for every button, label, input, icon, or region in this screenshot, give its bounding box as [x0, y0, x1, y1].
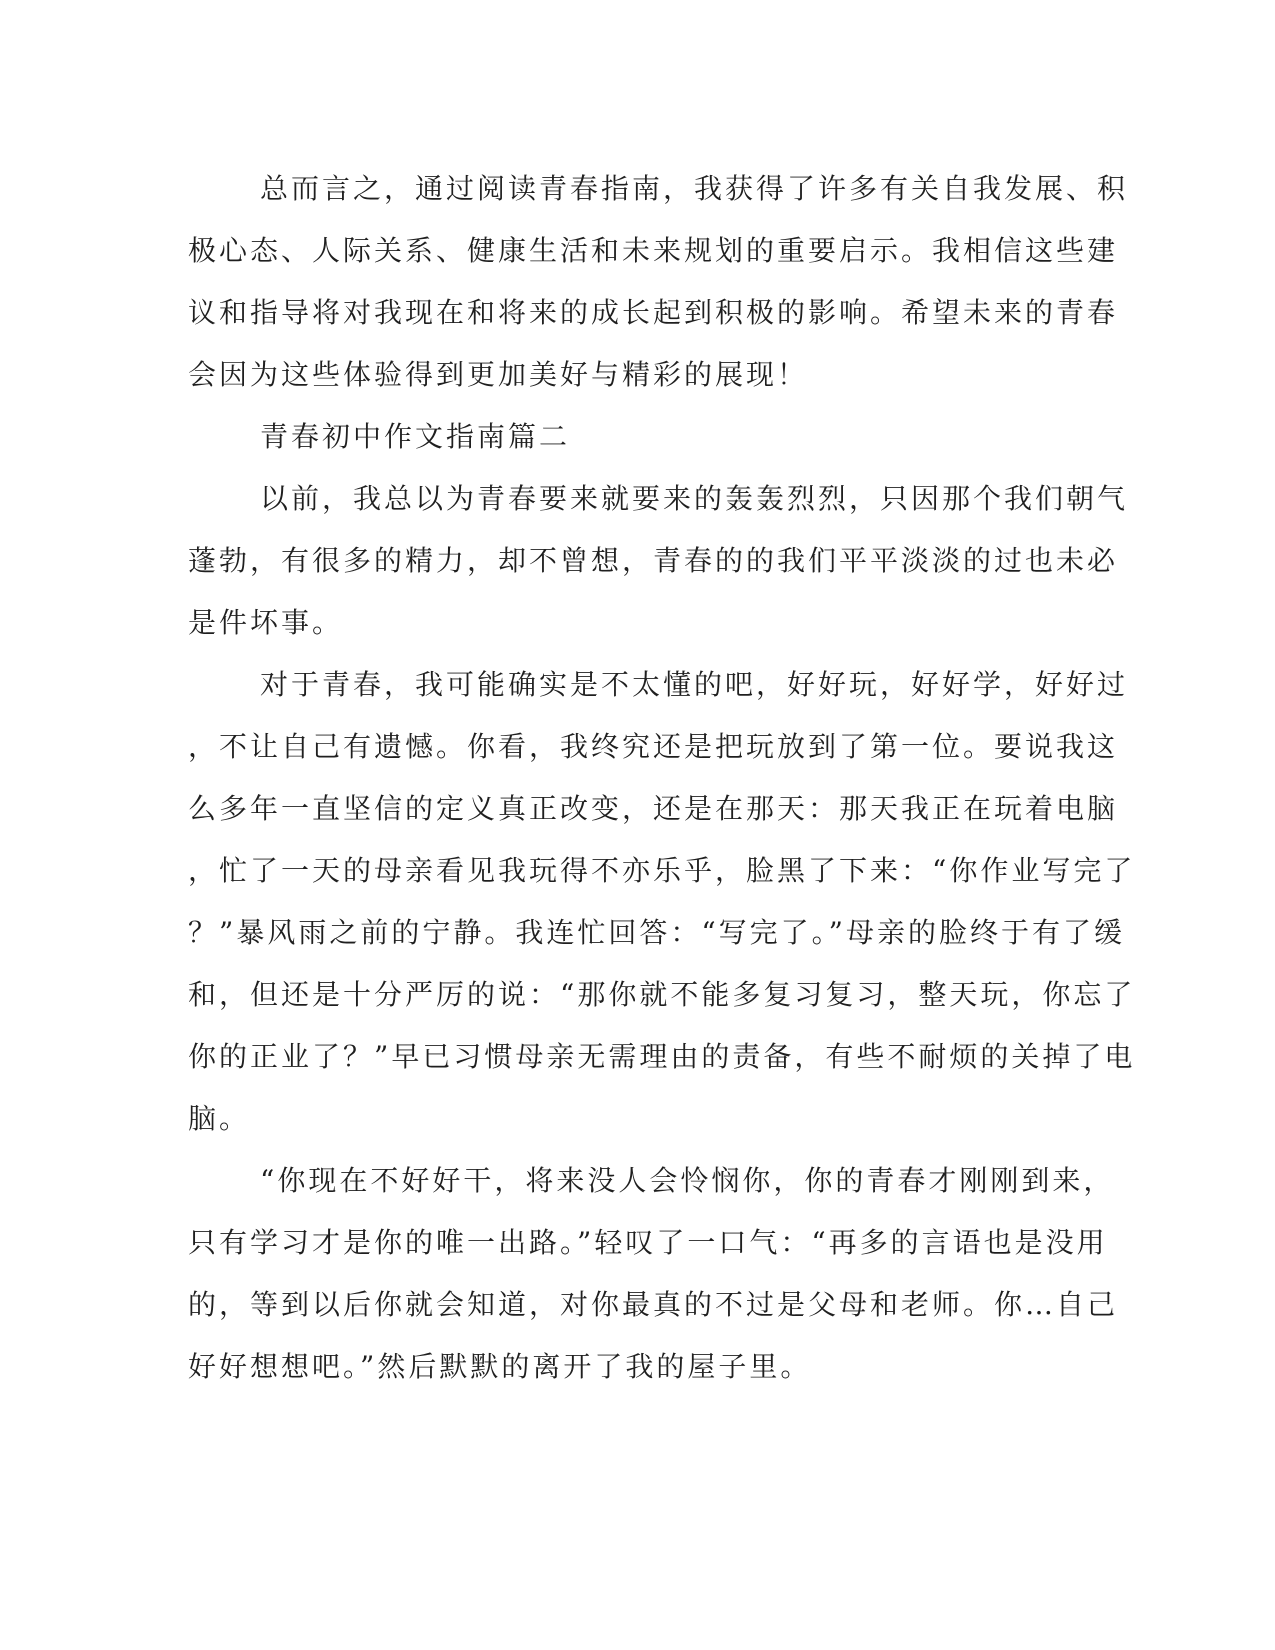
text-line: 好好想想吧。”然后默默的离开了我的屋子里。	[188, 1350, 812, 1383]
text-line: ，忙了一天的母亲看见我玩得不亦乐乎，脸黑了下来：“你作业写完了	[188, 854, 1136, 887]
text-line: ？”暴风雨之前的宁静。我连忙回答：“写完了。”母亲的脸终于有了缓	[188, 916, 1125, 949]
text-line: 脑。	[188, 1102, 251, 1135]
section-heading	[188, 406, 1068, 468]
paragraph	[188, 1150, 1119, 1398]
text-line: 以前，我总以为青春要来就要来的轰轰烈烈，只因那个我们朝气	[260, 482, 1129, 515]
paragraph	[188, 468, 1129, 654]
text-line: 会因为这些体验得到更加美好与精彩的展现！	[188, 358, 809, 391]
text-line: 总而言之，通过阅读青春指南，我获得了许多有关自我发展、积	[260, 172, 1129, 205]
text-line: “你现在不好好干，将来没人会怜悯你，你的青春才刚刚到来，	[260, 1164, 1115, 1197]
text-line: 么多年一直坚信的定义真正改变，还是在那天：那天我正在玩着电脑	[188, 792, 1119, 825]
text-line: 议和指导将对我现在和将来的成长起到积极的影响。希望未来的青春	[188, 296, 1119, 329]
text-line: 和，但还是十分严厉的说：“那你就不能多复习复习，整天玩，你忘了	[188, 978, 1136, 1011]
text-line: 的，等到以后你就会知道，对你最真的不过是父母和老师。你…自己	[188, 1288, 1119, 1321]
text-line: 你的正业了？”早已习惯母亲无需理由的责备，有些不耐烦的关掉了电	[188, 1040, 1136, 1073]
text-line: 蓬勃，有很多的精力，却不曾想，青春的的我们平平淡淡的过也未必	[188, 544, 1119, 577]
text-line: 极心态、人际关系、健康生活和未来规划的重要启示。我相信这些建	[188, 234, 1119, 267]
heading-line: 青春初中作文指南篇二	[260, 420, 571, 453]
text-line: 对于青春，我可能确实是不太懂的吧，好好玩，好好学，好好过	[260, 668, 1129, 701]
text-line: ，不让自己有遗憾。你看，我终究还是把玩放到了第一位。要说我这	[188, 730, 1119, 763]
paragraph	[188, 654, 1136, 1150]
text-line: 是件坏事。	[188, 606, 344, 639]
paragraph	[188, 158, 1129, 406]
document-body	[188, 158, 1136, 1398]
text-line: 只有学习才是你的唯一出路。”轻叹了一口气：“再多的言语也是没用	[188, 1226, 1108, 1259]
